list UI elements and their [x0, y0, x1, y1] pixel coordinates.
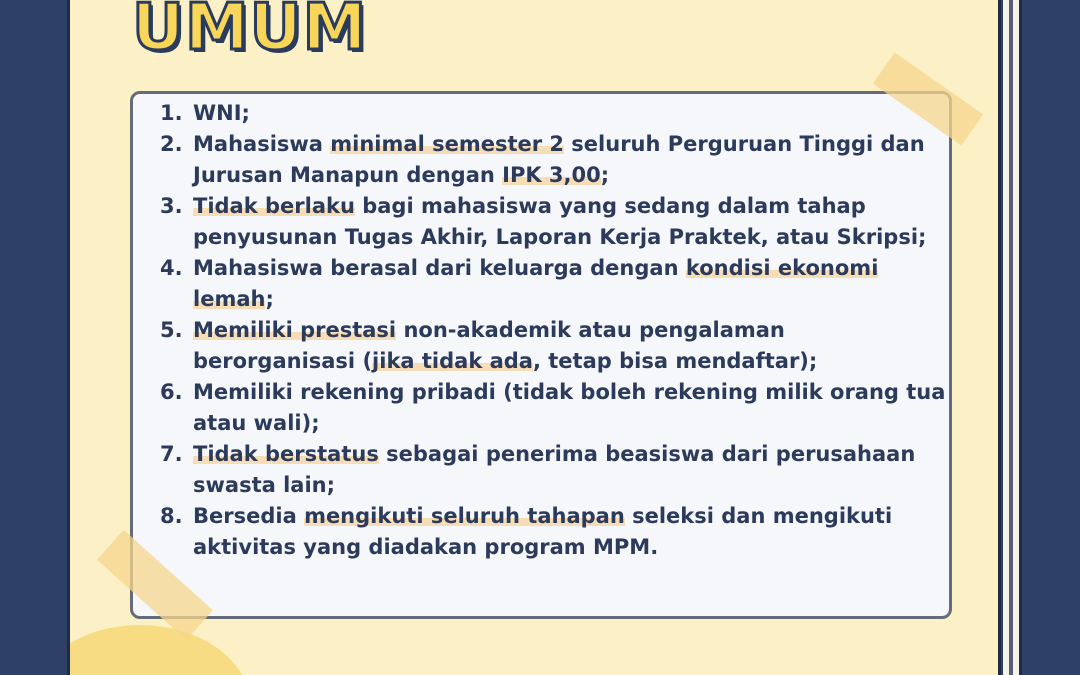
requirement-text: Bersedia [193, 504, 305, 528]
requirement-item [160, 377, 950, 439]
highlighted-text: kondisi ekonomi lemah [193, 256, 879, 311]
requirement-text: Memiliki rekening pribadi (tidak boleh rekening milik orang tua atau wali); [193, 380, 946, 435]
requirement-number: 3. [160, 194, 183, 218]
highlighted-text: Memiliki prestasi [193, 318, 397, 342]
requirement-text: seluruh Perguruan Tinggi dan Jurusan Manapun dengan [193, 132, 925, 187]
requirement-text: WNI; [193, 101, 250, 125]
page-title: UMUM [132, 0, 368, 65]
requirement-text: ; [265, 287, 274, 311]
requirement-text: non-akademik atau pengalaman berorganisasi ( [193, 318, 785, 373]
requirement-text: , tetap bisa mendaftar); [532, 349, 818, 373]
decorative-circle [67, 625, 250, 675]
requirement-text: Mahasiswa [193, 132, 331, 156]
requirement-number: 5. [160, 318, 183, 342]
highlighted-text: Tidak berstatus [193, 442, 379, 466]
requirement-item [160, 98, 950, 129]
requirement-number: 7. [160, 442, 183, 466]
highlighted-text: IPK 3,00 [502, 163, 601, 187]
spine-line [1009, 0, 1013, 675]
requirement-number: 4. [160, 256, 183, 280]
requirement-text: Mahasiswa berasal dari keluarga dengan [193, 256, 686, 280]
requirement-number: 1. [160, 101, 183, 125]
requirement-item [160, 501, 950, 563]
requirement-number: 2. [160, 132, 183, 156]
requirement-text: bagi mahasiswa yang sedang dalam tahap penyusunan Tugas Akhir, Laporan Kerja Praktek, atau Skripsi; [193, 194, 927, 249]
requirement-item [160, 253, 950, 315]
highlighted-text: jika tidak ada [372, 349, 533, 373]
requirement-item [160, 191, 950, 253]
requirement-text: seleksi dan mengikuti aktivitas yang diadakan program MPM. [193, 504, 893, 559]
requirement-item [160, 129, 950, 191]
requirements-list [160, 98, 950, 563]
highlighted-text: Tidak berlaku [193, 194, 355, 218]
requirement-number: 8. [160, 504, 183, 528]
requirement-text: sebagai penerima beasiswa dari perusahaan swasta lain; [193, 442, 916, 497]
highlighted-text: minimal semester 2 [330, 132, 564, 156]
requirement-item [160, 439, 950, 501]
highlighted-text: mengikuti seluruh tahapan [304, 504, 625, 528]
requirement-item [160, 315, 950, 377]
requirement-text: ; [600, 163, 610, 187]
requirement-number: 6. [160, 380, 183, 404]
